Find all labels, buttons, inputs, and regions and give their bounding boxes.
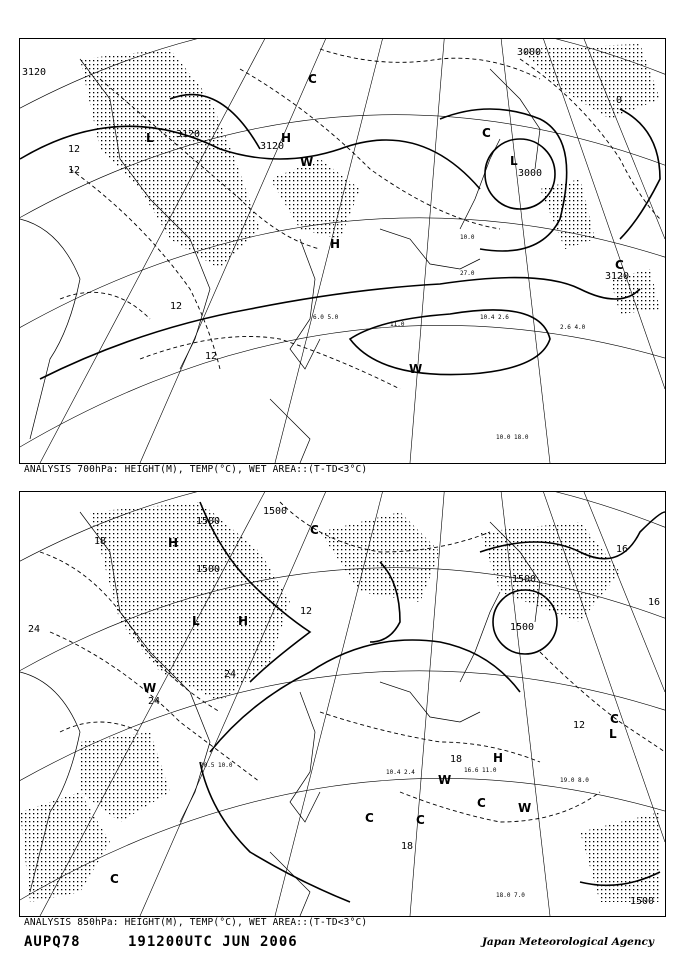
caption-700hpa: ANALYSIS 700hPa: HEIGHT(M), TEMP(°C), WET AREA::(T-TD<3°C) (24, 464, 368, 475)
height-label: 1500 (196, 564, 221, 575)
pressure-center: L (146, 131, 154, 145)
map-700hpa (20, 39, 665, 463)
pressure-center: C (615, 258, 624, 272)
pressure-center: W (409, 362, 423, 376)
pressure-center: W (438, 773, 452, 787)
height-label: 3120 (22, 67, 47, 78)
height-label: 1500 (512, 574, 537, 585)
station-value: 16.6 11.0 (464, 767, 497, 774)
pressure-center: C (477, 796, 486, 810)
temp-label: 24 (148, 696, 161, 707)
caption-850hpa: ANALYSIS 850hPa: HEIGHT(M), TEMP(°C), WET AREA::(T-TD<3°C) (24, 917, 368, 928)
station-value: 2.6 4.0 (560, 324, 586, 331)
pressure-center: L (192, 614, 200, 628)
temp-label: 12 (205, 351, 218, 362)
station-value: 10.0 (460, 234, 475, 241)
temp-label: 18 (401, 841, 414, 852)
pressure-center: C (610, 712, 619, 726)
station-value: 10.4 2.4 (386, 769, 415, 776)
pressure-center: C (416, 813, 425, 827)
station-value: 20.5 10.0 (200, 762, 233, 769)
pressure-center: C (110, 872, 119, 886)
station-value: 10.0 18.0 (496, 434, 529, 441)
temp-label: 16 (616, 544, 629, 555)
pressure-center: H (330, 237, 341, 251)
temp-label: 18 (94, 536, 107, 547)
agency-name: Japan Meteorological Agency (481, 936, 654, 948)
temp-label: 12 (68, 144, 81, 155)
temp-label: 24 (28, 624, 41, 635)
station-value: 19.0 8.0 (560, 777, 589, 784)
wet-area (80, 44, 660, 314)
pressure-center: L (609, 727, 617, 741)
pressure-center: C (482, 126, 491, 140)
temp-label: 12 (68, 165, 81, 176)
pressure-center: W (300, 155, 314, 169)
map-panel-700hpa (19, 38, 666, 464)
height-label: 1500 (263, 506, 288, 517)
pressure-center: H (238, 614, 249, 628)
height-label: 1500 (630, 896, 655, 907)
height-label: 3000 (517, 47, 542, 58)
station-value: 18.0 7.0 (496, 892, 525, 899)
map-850hpa (20, 492, 665, 916)
product-code: AUPQ78 (24, 934, 81, 950)
temp-label: 12 (573, 720, 586, 731)
station-value: 27.0 (460, 270, 475, 277)
temp-label: 18 (450, 754, 463, 765)
pressure-center: H (493, 751, 504, 765)
height-label: 3120 (176, 129, 201, 140)
station-value: 10.4 2.6 (480, 314, 509, 321)
temp-label: 0 (616, 95, 623, 106)
temp-label: 12 (170, 301, 183, 312)
height-label: 3000 (518, 168, 543, 179)
map-panel-850hpa (19, 491, 666, 917)
height-label: 1500 (196, 516, 221, 527)
pressure-center: H (281, 131, 292, 145)
temp-label: 16 (648, 597, 661, 608)
pressure-center: C (308, 72, 317, 86)
height-label: 1500 (510, 622, 535, 633)
station-value: 11.0 (390, 321, 405, 328)
pressure-center: C (365, 811, 374, 825)
temp-label: 24 (224, 669, 237, 680)
temp-label: 12 (300, 606, 313, 617)
pressure-center: C (310, 523, 319, 537)
height-label: 3120 (260, 141, 285, 152)
pressure-center: W (518, 801, 532, 815)
pressure-center: L (510, 154, 518, 168)
height-label: 3120 (605, 271, 630, 282)
station-value: 6.0 5.0 (313, 314, 339, 321)
pressure-center: H (168, 536, 179, 550)
pressure-center: W (143, 681, 157, 695)
wet-area (20, 502, 660, 902)
valid-time: 191200UTC JUN 2006 (128, 934, 298, 950)
